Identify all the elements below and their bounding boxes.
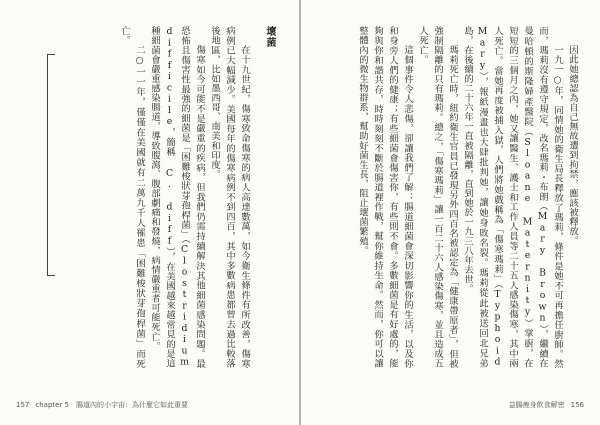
left-paragraph-3: 二○一一年，僅僅在美國就有二萬九千人罹患「困難梭狀芽孢桿菌」而死亡。: [119, 26, 145, 368]
left-paragraph-1: 在十九世紀，傷寒致命傷寒的病人高達數萬，如今衛生條件有所改善，傷寒病例已大幅減少。美國每年的傷寒病例不到四百，其中多數病患都曾去過比較落後地區，比如墨西哥、南美和印度。: [209, 26, 250, 368]
left-page-footer: [16, 400, 188, 410]
right-paragraph-4: 這個事件令人悲傷，卻讓我們了解：腸道細菌會深切影響你的生活，以及你和身旁人們的健康；有些細菌會傷害你，有些則不會。多數細菌是有好處的，能夠與你和諧共存，時時刻刻不斷於腸道裡作戰，幫你維持生命。然而，你可以讓整體內的微生物群系，幫助好菌生長，阻止壞菌繁殖。: [357, 26, 413, 368]
right-paragraph-3: 瑪莉死亡時，紐約衛生官員已發現另外四百名被認定為「健康帶原者」，但被強制隔離的只有瑪莉。總之，「傷寒瑪莉」讓一百二十六人感染傷寒，並且造成五人死亡。: [417, 26, 458, 368]
book-running-head: 益腸瘦身飲食解密: [508, 401, 565, 409]
right-paragraph-1: 因此她總認為自己無故遭到拘禁，應該被釋放。: [567, 44, 578, 246]
left-paragraph-2: 傷寒如今可能不是嚴重的疾病，但我們仍需持續解決其他細菌感染問題。最恐怖且傷害性最強的細菌是「困難梭狀芽孢桿菌」（Clostridium difficile，簡稱 C. diff），在美國越來越常見的是這種細菌會嚴重感染腸道，導致腹瀉、腹部劇痛和發燒，病情嚴重者可能死亡。: [149, 26, 205, 368]
right-page: [301, 0, 600, 425]
margin-rule: [47, 54, 48, 276]
section-heading: 壞菌: [264, 26, 275, 48]
right-page-footer: [509, 400, 584, 410]
left-page-body: [62, 26, 277, 368]
chapter-running-head: chapter 5 腸道內的小宇宙：為什麼它如此重要: [35, 401, 189, 409]
left-page-number: 157: [16, 401, 30, 409]
left-page: [0, 0, 299, 425]
right-paragraph-2: 一九一○年，同情她的衛生局長釋放了瑪莉，條件是她不可再擔任廚師。然而，瑪莉沒有遵守規定，改名瑪莉・布朗（Mary Brown），繼續在曼哈頓的斯隆婦產醫院（Sloane Maternity）掌廚，在短短的三個月之內，她又讓醫生、護士和工作人員等二十五人感染傷寒，其中兩人死亡。當她再度被捕入獄，人們將她戲稱為「傷寒瑪莉」（Typhoid Mary），報紙漫畫也大肆批判她，讓她身敗名裂。瑪莉從此被送回北兄弟島，在後續的二十六年一直被隔離，直到她於一九三八年去世。: [462, 26, 563, 368]
right-page-number: 156: [570, 401, 584, 409]
right-page-body: [318, 26, 580, 368]
